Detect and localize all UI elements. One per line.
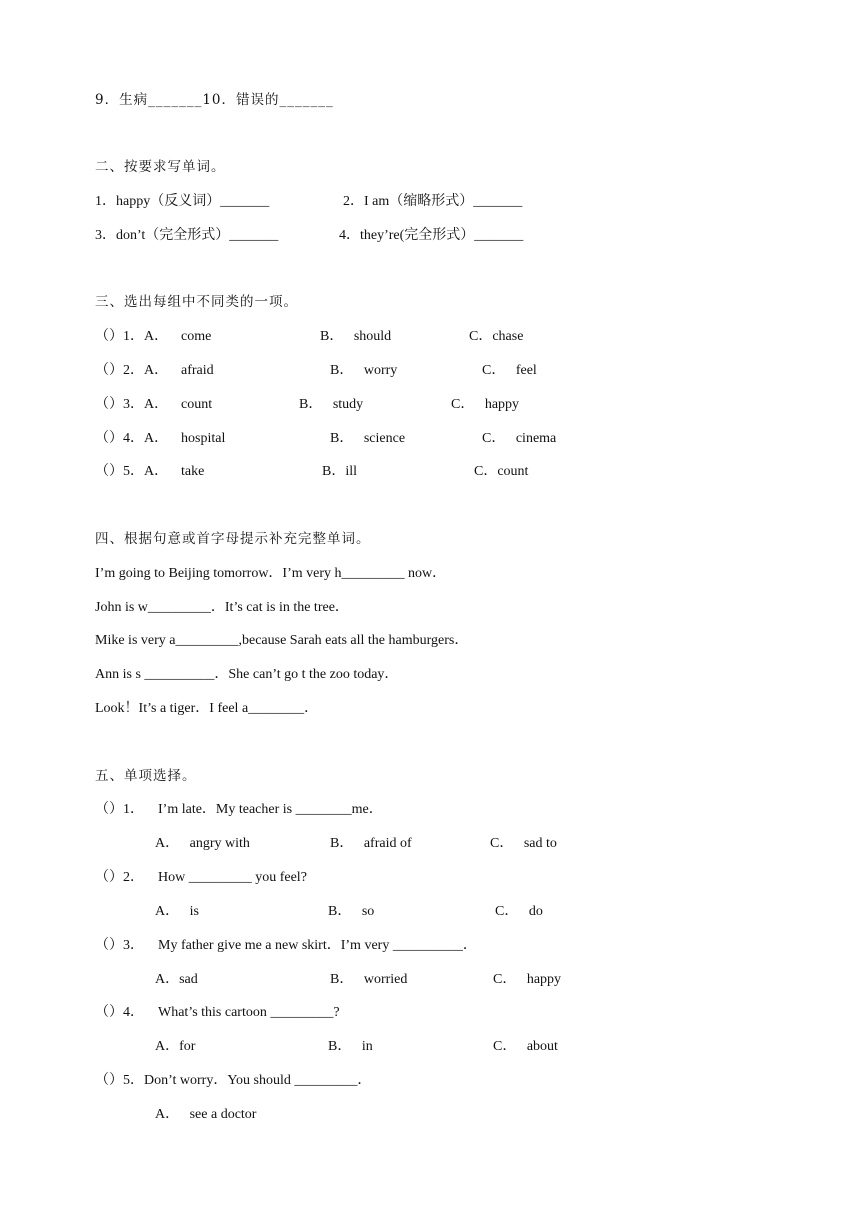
section-3-q1-number: （）1．A． xyxy=(95,329,169,344)
section-3-q5-number: （）5．A． xyxy=(95,464,169,479)
section-3-q2-option-b: B． worry xyxy=(330,363,398,378)
section-3-q3-option-b: B． study xyxy=(299,397,364,412)
section-3-q3-number: （）3．A． xyxy=(95,397,169,412)
section-5-q1-stem: （）1． I’m late．My teacher is ________me． xyxy=(95,802,383,817)
section-5-q1-option-a: A． angry with xyxy=(155,836,250,851)
section-5-q4-stem: （）4． What’s this cartoon _________? xyxy=(95,1005,340,1020)
section-2-q2: 2．I am（缩略形式）_______ xyxy=(343,194,523,209)
section-2-q1: 1．happy（反义词）_______ xyxy=(95,194,270,209)
section-5-heading: 五、单项选择。 xyxy=(95,768,197,784)
section-3-q5-option-c: C．count xyxy=(474,464,529,479)
section-4-heading: 四、根据句意或首字母提示补充完整单词。 xyxy=(95,531,371,547)
section-5-q1-option-b: B． afraid of xyxy=(330,836,412,851)
section-3-q4-number: （）4．A． xyxy=(95,431,169,446)
section-4-sentence-4: Ann is s __________．She can’t go t the zoo today． xyxy=(95,667,399,682)
section-4-sentence-3: Mike is very a_________,because Sarah eats all the hamburgers． xyxy=(95,633,469,648)
section-2-heading: 二、按要求写单词。 xyxy=(95,159,226,175)
section-5-q2-stem: （）2． How _________ you feel? xyxy=(95,870,307,885)
section-3-q1-option-b: B． should xyxy=(320,329,392,344)
section-3-q3-option-a: count xyxy=(181,397,213,412)
section-4-sentence-2: John is w_________．It’s cat is in the tree． xyxy=(95,600,349,615)
section-5-q5-stem: （）5．Don’t worry．You should _________． xyxy=(95,1073,372,1088)
section-3-q4-option-c: C． cinema xyxy=(482,431,557,446)
section-5-q2-option-c: C． do xyxy=(495,904,543,919)
section-3-q4-option-b: B． science xyxy=(330,431,406,446)
section-3-q1-option-a: come xyxy=(181,329,212,344)
section-3-q5-option-b: B．ill xyxy=(322,464,358,479)
section-5-q2-option-b: B． so xyxy=(328,904,375,919)
section-3-q2-number: （）2．A． xyxy=(95,363,169,378)
section-3-q4-option-a: hospital xyxy=(181,431,226,446)
section-4-sentence-5: Look！It’s a tiger．I feel a________． xyxy=(95,701,319,716)
section-3-q5-option-a: take xyxy=(181,464,205,479)
section-5-q4-option-b: B． in xyxy=(328,1039,373,1054)
section-5-q5-option-a: A． see a doctor xyxy=(155,1107,257,1122)
section-5-q1-option-c: C． sad to xyxy=(490,836,557,851)
section-3-q1-option-c: C．chase xyxy=(469,329,524,344)
section-5-q4-option-a: A．for xyxy=(155,1039,196,1054)
section-3-q2-option-a: afraid xyxy=(181,363,214,378)
question-9-10-line: 9．生病_______10．错误的_______ xyxy=(95,92,334,108)
section-2-q3: 3．don’t（完全形式）_______ xyxy=(95,228,279,243)
section-5-q4-option-c: C． about xyxy=(493,1039,558,1054)
section-5-q2-option-a: A． is xyxy=(155,904,199,919)
section-5-q3-stem: （）3． My father give me a new skirt．I’m very __________． xyxy=(95,938,477,953)
section-5-q3-option-a: A．sad xyxy=(155,972,198,987)
section-3-q2-option-c: C． feel xyxy=(482,363,537,378)
section-3-q3-option-c: C． happy xyxy=(451,397,520,412)
section-2-q4: 4．they’re(完全形式）_______ xyxy=(339,228,524,243)
section-4-sentence-1: I’m going to Beijing tomorrow．I’m very h_________ now． xyxy=(95,566,447,581)
section-5-q3-option-b: B． worried xyxy=(330,972,408,987)
section-3-heading: 三、选出每组中不同类的一项。 xyxy=(95,294,298,310)
section-5-q3-option-c: C． happy xyxy=(493,972,562,987)
